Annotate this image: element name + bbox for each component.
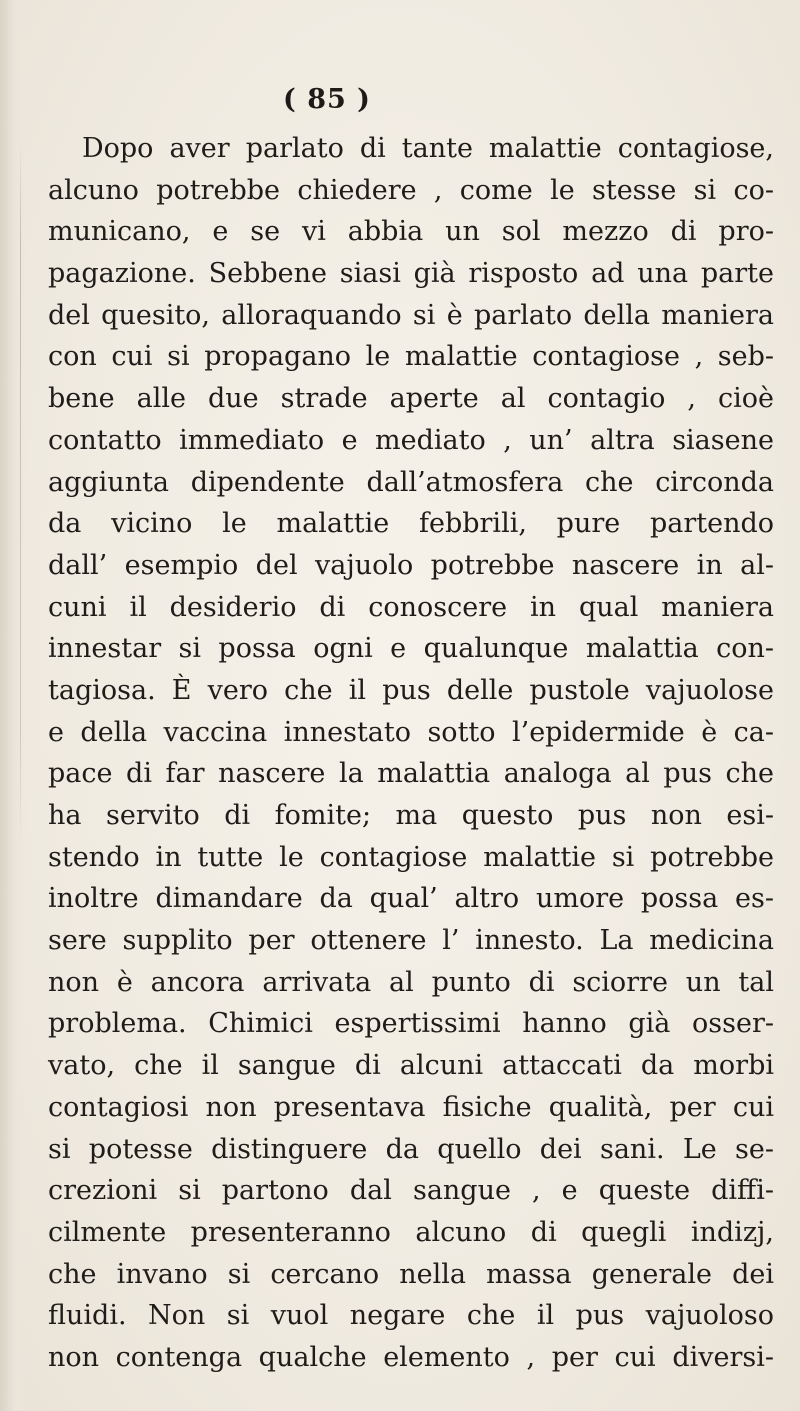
text-line: cilmente presenteranno alcuno di quegli indizj, — [48, 1216, 774, 1248]
text-line: alcuno potrebbe chiedere , come le stesse si co- — [48, 174, 774, 206]
text-line: da vicino le malattie febbrili, pure partendo — [48, 508, 774, 540]
text-line: tagiosa. È vero che il pus delle pustole vajuolose — [48, 674, 774, 706]
text-line: municano, e se vi abbia un sol mezzo di pro- — [48, 216, 774, 248]
text-line: pace di far nascere la malattia analoga al pus che — [48, 758, 774, 790]
text-line: ha servito di fomite; ma questo pus non esi- — [48, 800, 774, 831]
text-line: innestar si possa ogni e qualunque malattia con- — [48, 633, 774, 665]
text-line: problema. Chimici espertissimi hanno già osser- — [48, 1008, 774, 1040]
text-line: non contenga qualche elemento , per cui diversi- — [48, 1341, 774, 1373]
text-line: vato, che il sangue di alcuni attaccati da morbi — [48, 1050, 774, 1082]
body-text — [48, 128, 774, 1379]
text-line: stendo in tutte le contagiose malattie si potrebbe — [48, 841, 774, 873]
text-line: si potesse distinguere da quello dei sani. Le se- — [48, 1133, 774, 1165]
text-line: che invano si cercano nella massa generale dei — [48, 1258, 774, 1290]
text-line: non è ancora arrivata al punto di sciorre un tal — [48, 966, 774, 998]
text-line: del quesito, alloraquando si è parlato della maniera — [48, 299, 774, 331]
text-line: aggiunta dipendente dall’atmosfera che circonda — [48, 466, 774, 498]
text-line: fluidi. Non si vuol negare che il pus vajuoloso — [48, 1300, 774, 1332]
text-line: crezioni si partono dal sangue , e queste diffi- — [48, 1175, 774, 1207]
text-line: bene alle due strade aperte al contagio , cioè — [48, 383, 774, 415]
text-line: cuni il desiderio di conoscere in qual maniera — [48, 591, 774, 623]
text-line: sere supplito per ottenere l’ innesto. La medicina — [48, 925, 774, 957]
text-line: inoltre dimandare da qual’ altro umore possa es- — [48, 883, 774, 915]
page-fold-line — [20, 140, 21, 840]
text-line: contagiosi non presentava fisiche qualità, per cui — [48, 1091, 774, 1123]
text-line: dall’ esempio del vajuolo potrebbe nascere in al- — [48, 549, 774, 581]
text-line: contatto immediato e mediato , un’ altra siasene — [48, 424, 774, 456]
text-line: e della vaccina innestato sotto l’epidermide è ca- — [48, 716, 774, 748]
text-line: pagazione. Sebbene siasi già risposto ad una parte — [48, 258, 774, 290]
text-line: Dopo aver parlato di tante malattie contagiose, — [82, 133, 774, 164]
page-number: ( 85 ) — [283, 84, 371, 115]
binding-shadow — [0, 0, 26, 1411]
text-line: con cui si propagano le malattie contagiose , seb- — [48, 341, 774, 373]
